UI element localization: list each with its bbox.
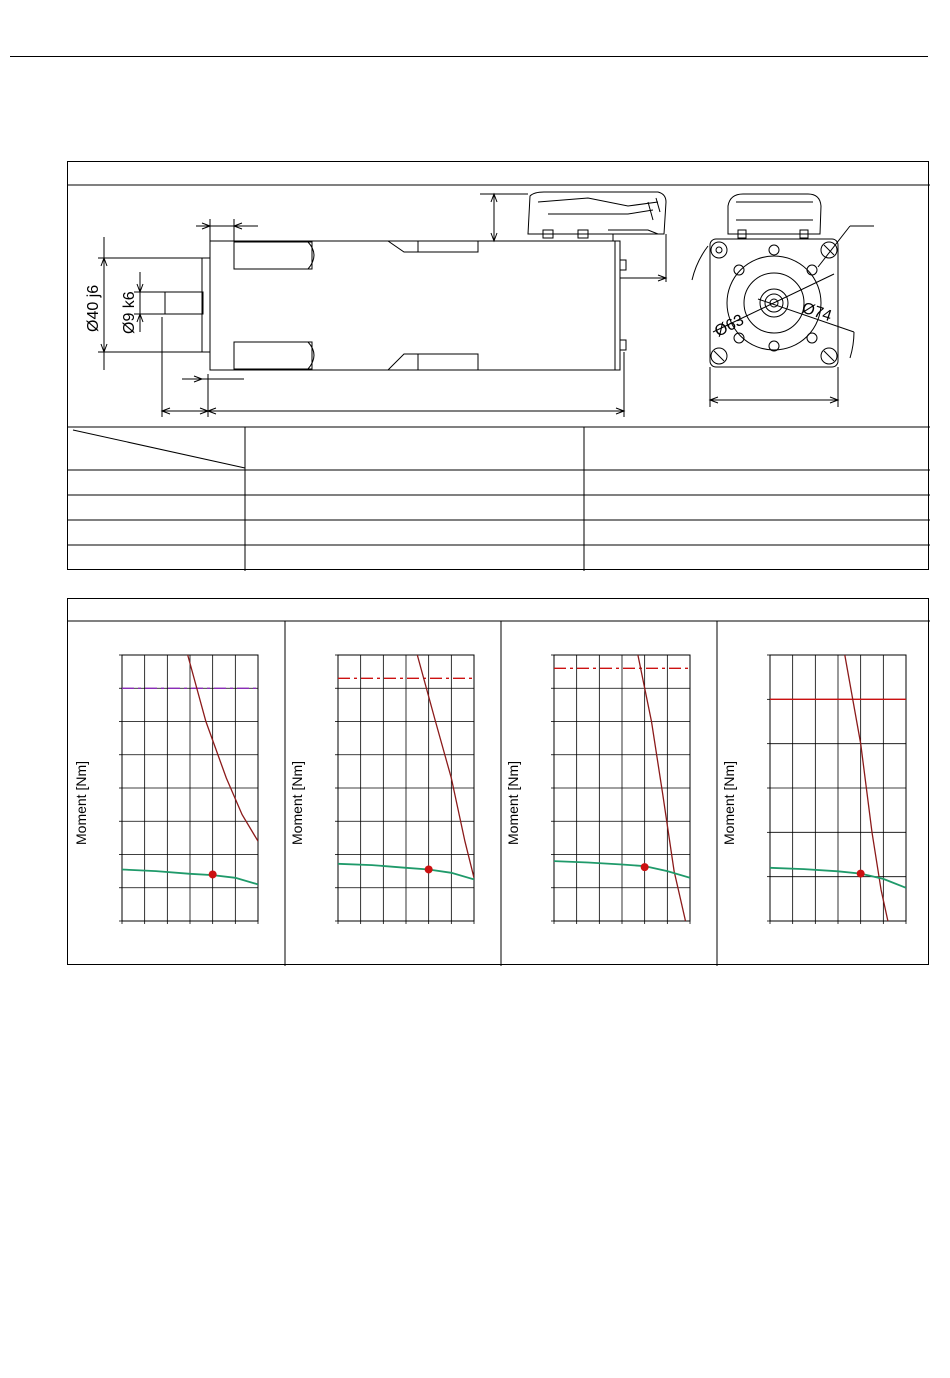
max-torque-curve-line bbox=[188, 655, 258, 841]
rated-point-marker bbox=[209, 870, 217, 878]
table-header-diagonal bbox=[73, 430, 245, 468]
motor-shaft bbox=[165, 292, 203, 314]
top-slot bbox=[234, 242, 312, 269]
connector-front bbox=[728, 194, 821, 234]
motor-side-view bbox=[165, 192, 666, 370]
torque-chart-3 bbox=[505, 655, 690, 924]
rated-point-marker bbox=[641, 863, 649, 871]
torque-chart-1 bbox=[73, 655, 258, 924]
connector-side bbox=[528, 192, 666, 241]
y-axis-label: Moment [Nm] bbox=[721, 760, 737, 845]
rated-point-marker bbox=[857, 870, 865, 878]
motor-body bbox=[210, 241, 620, 370]
y-axis-label: Moment [Nm] bbox=[289, 760, 305, 845]
spec-table bbox=[68, 427, 930, 571]
y-axis-label: Moment [Nm] bbox=[505, 760, 521, 845]
flange-diameter-label: Ø40 j6 bbox=[85, 284, 102, 332]
torque-charts bbox=[68, 599, 930, 966]
header-rule bbox=[10, 56, 928, 57]
motor-front-view bbox=[692, 194, 874, 407]
y-axis-label: Moment [Nm] bbox=[73, 760, 89, 845]
dimension-drawing-panel bbox=[67, 161, 929, 570]
torque-chart-4 bbox=[721, 655, 906, 924]
bottom-slot bbox=[234, 342, 312, 369]
rated-point-marker bbox=[425, 865, 433, 873]
pitch-circle-label: Ø63 bbox=[712, 311, 747, 341]
dimension-drawing bbox=[68, 162, 930, 571]
torque-characteristics-panel bbox=[67, 598, 929, 965]
shaft-diameter-label: Ø9 k6 bbox=[121, 291, 138, 334]
side-view-dimensions bbox=[98, 194, 666, 417]
torque-chart-2 bbox=[289, 655, 474, 924]
mounting-circle-label: Ø74 bbox=[799, 299, 834, 326]
